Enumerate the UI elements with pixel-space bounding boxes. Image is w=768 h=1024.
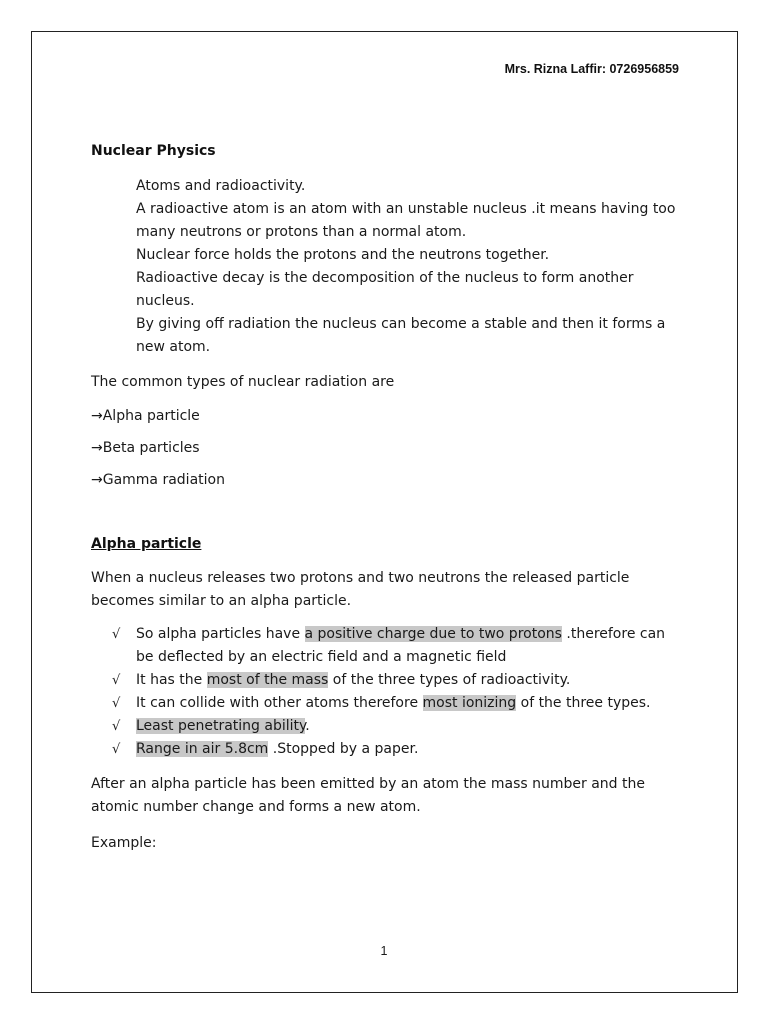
point-text: of the three types. (516, 695, 651, 711)
list-item (112, 623, 682, 669)
radiation-type-alpha: →Alpha particle (91, 408, 200, 424)
section-title-alpha-particle: Alpha particle (91, 536, 202, 552)
list-item (112, 738, 682, 761)
highlighted-text: most ionizing (422, 695, 517, 711)
point-text: .therefore can be deflected by an electric field and a magnetic field (136, 626, 666, 665)
alpha-intro: When a nucleus releases two protons and two neutrons the released particle becomes similar to an alpha particle. (91, 570, 630, 609)
point-text: .Stopped by a paper. (268, 741, 419, 757)
intro-line: A radioactive atom is an atom with an unstable nucleus .it means having too many neutrons or protons than a normal atom. (136, 201, 676, 240)
checkmark-icon: √ (112, 696, 121, 711)
checkmark-icon: √ (112, 673, 121, 688)
radiation-type-gamma: →Gamma radiation (91, 472, 225, 488)
point-text: of the three types of radioactivity. (328, 672, 571, 688)
radiation-types-intro: The common types of nuclear radiation are (91, 374, 395, 390)
alpha-properties-list (112, 623, 682, 761)
point-text: So alpha particles have (136, 626, 305, 642)
after-emission-paragraph: After an alpha particle has been emitted by an atom the mass number and the atomic number change and forms a new atom. (91, 776, 645, 815)
intro-line: Atoms and radioactivity. (136, 178, 306, 194)
section-title-nuclear-physics: Nuclear Physics (91, 143, 216, 159)
header-contact: Mrs. Rizna Laffir: 0726956859 (504, 62, 679, 76)
checkmark-icon: √ (112, 742, 121, 757)
intro-line: Nuclear force holds the protons and the neutrons together. (136, 247, 550, 263)
point-text: It has the (136, 672, 207, 688)
checkmark-icon: √ (112, 719, 121, 734)
highlighted-text: most of the mass (206, 672, 329, 688)
radiation-type-beta: →Beta particles (91, 440, 200, 456)
intro-line: Radioactive decay is the decomposition of the nucleus to form another nucleus. (136, 270, 634, 309)
page-number: 1 (380, 944, 388, 958)
highlighted-text: a positive charge due to two protons (304, 626, 562, 642)
list-item (112, 715, 682, 738)
checkmark-icon: √ (112, 627, 121, 642)
intro-line: By giving off radiation the nucleus can become a stable and then it forms a new atom. (136, 316, 666, 355)
highlighted-text: Least penetrating ability (136, 718, 306, 734)
intro-block (136, 175, 676, 359)
list-item (112, 692, 682, 715)
highlighted-text: Range in air 5.8cm (136, 741, 269, 757)
example-label: Example: (91, 835, 157, 851)
point-text: It can collide with other atoms therefore (136, 695, 423, 711)
point-text: . (305, 718, 310, 734)
list-item (112, 669, 682, 692)
